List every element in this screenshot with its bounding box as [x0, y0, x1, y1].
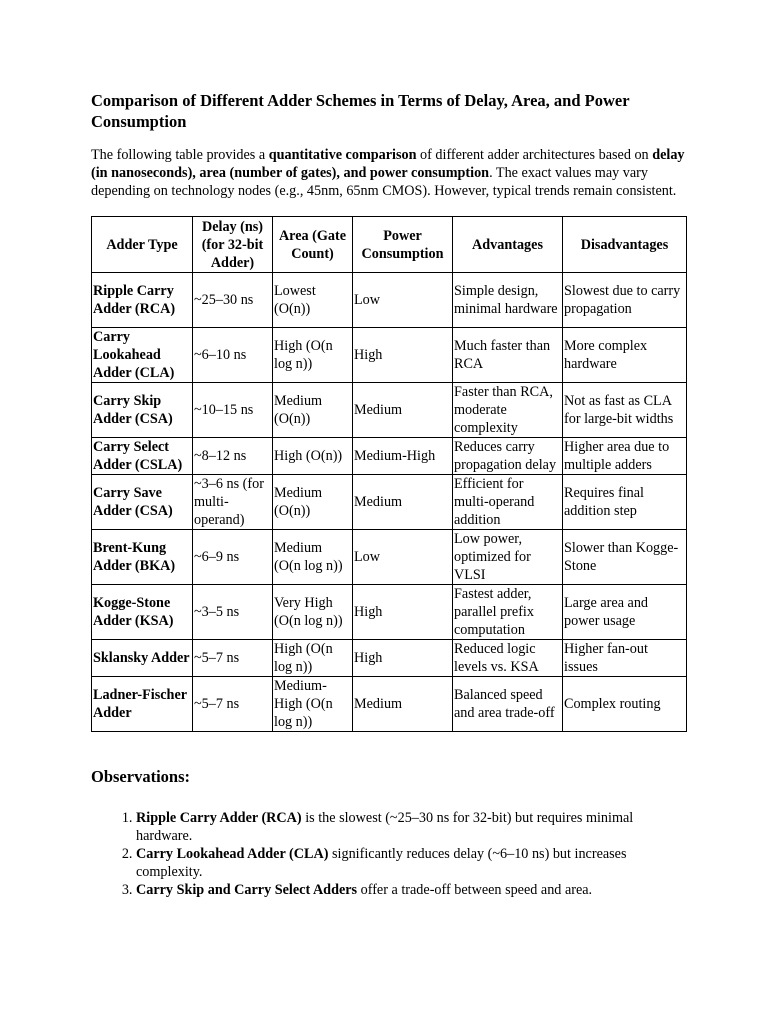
cell-advantages: Efficient for multi-operand addition — [453, 475, 563, 530]
cell-power: High — [353, 328, 453, 383]
cell-adder-type: Brent-Kung Adder (BKA) — [92, 530, 193, 585]
list-item-text: offer a trade-off between speed and area. — [357, 882, 593, 898]
cell-adder-type: Ladner-Fischer Adder — [92, 677, 193, 732]
cell-area: Very High (O(n log n)) — [273, 585, 353, 640]
cell-disadvantages: Large area and power usage — [563, 585, 687, 640]
cell-disadvantages: Requires final addition step — [563, 475, 687, 530]
intro-text-2: of different adder architectures based on — [416, 147, 653, 163]
table-row — [92, 438, 687, 475]
cell-power: Medium — [353, 677, 453, 732]
cell-advantages: Reduces carry propagation delay — [453, 438, 563, 475]
cell-disadvantages: Slower than Kogge-Stone — [563, 530, 687, 585]
cell-power: High — [353, 585, 453, 640]
intro-text-1: The following table provides a — [91, 147, 269, 163]
cell-area: Medium-High (O(n log n)) — [273, 677, 353, 732]
cell-delay: ~5–7 ns — [193, 640, 273, 677]
cell-delay: ~3–5 ns — [193, 585, 273, 640]
cell-advantages: Balanced speed and area trade-off — [453, 677, 563, 732]
table-row — [92, 475, 687, 530]
header-advantages: Advantages — [453, 217, 563, 273]
cell-delay: ~8–12 ns — [193, 438, 273, 475]
cell-adder-type: Ripple Carry Adder (RCA) — [92, 273, 193, 328]
cell-power: High — [353, 640, 453, 677]
page-title: Comparison of Different Adder Schemes in Terms of Delay, Area, and Power Consumption — [91, 91, 630, 131]
table-row — [92, 530, 687, 585]
cell-adder-type: Carry Lookahead Adder (CLA) — [92, 328, 193, 383]
cell-area: Medium (O(n)) — [273, 475, 353, 530]
list-item-bold: Carry Skip and Carry Select Adders — [136, 882, 358, 898]
cell-delay: ~10–15 ns — [193, 383, 273, 438]
cell-power: Medium — [353, 475, 453, 530]
cell-disadvantages: Not as fast as CLA for large-bit widths — [563, 383, 687, 438]
table-header-row — [92, 217, 687, 273]
table-row — [92, 383, 687, 438]
cell-power: Low — [353, 530, 453, 585]
table-row — [92, 640, 687, 677]
cell-advantages: Faster than RCA, moderate complexity — [453, 383, 563, 438]
cell-area: High (O(n)) — [273, 438, 353, 475]
cell-disadvantages: Slowest due to carry propagation — [563, 273, 687, 328]
cell-adder-type: Carry Save Adder (CSA) — [92, 475, 193, 530]
cell-advantages: Much faster than RCA — [453, 328, 563, 383]
cell-adder-type: Kogge-Stone Adder (KSA) — [92, 585, 193, 640]
cell-delay: ~3–6 ns (for multi-operand) — [193, 475, 273, 530]
cell-area: High (O(n log n)) — [273, 328, 353, 383]
cell-disadvantages: More complex hardware — [563, 328, 687, 383]
cell-adder-type: Sklansky Adder — [92, 640, 193, 677]
intro-text-3: . The exact values may vary depending on technology nodes (e.g., 45nm, 65nm CMOS). However, typical trends remain consistent. — [91, 165, 677, 199]
document-page — [91, 90, 686, 899]
list-item-text: is the slowest (~25–30 ns for 32-bit) but requires minimal hardware. — [136, 810, 634, 844]
list-item — [136, 845, 686, 881]
intro-paragraph — [91, 146, 686, 200]
table-row — [92, 328, 687, 383]
observations-heading: Observations: — [91, 767, 190, 786]
table-row — [92, 585, 687, 640]
list-item — [136, 809, 686, 845]
cell-area: Medium (O(n log n)) — [273, 530, 353, 585]
cell-area: Medium (O(n)) — [273, 383, 353, 438]
table-row — [92, 273, 687, 328]
cell-area: Lowest (O(n)) — [273, 273, 353, 328]
cell-delay: ~25–30 ns — [193, 273, 273, 328]
intro-bold-1: quantitative comparison — [268, 147, 417, 163]
cell-disadvantages: Complex routing — [563, 677, 687, 732]
cell-power: Medium — [353, 383, 453, 438]
intro-bold-2: delay (in nanoseconds), area (number of gates), and power consumption — [91, 147, 685, 181]
header-disadvantages: Disadvantages — [563, 217, 687, 273]
cell-power: Medium-High — [353, 438, 453, 475]
list-item-bold: Carry Lookahead Adder (CLA) — [136, 846, 329, 862]
header-power: Power Consumption — [353, 217, 453, 273]
header-adder-type: Adder Type — [92, 217, 193, 273]
cell-power: Low — [353, 273, 453, 328]
cell-advantages: Reduced logic levels vs. KSA — [453, 640, 563, 677]
list-item — [136, 881, 686, 899]
cell-advantages: Simple design, minimal hardware — [453, 273, 563, 328]
cell-advantages: Fastest adder, parallel prefix computation — [453, 585, 563, 640]
cell-disadvantages: Higher fan-out issues — [563, 640, 687, 677]
observations-list — [91, 809, 686, 899]
cell-delay: ~6–9 ns — [193, 530, 273, 585]
cell-delay: ~5–7 ns — [193, 677, 273, 732]
header-area: Area (Gate Count) — [273, 217, 353, 273]
cell-adder-type: Carry Select Adder (CSLA) — [92, 438, 193, 475]
cell-advantages: Low power, optimized for VLSI — [453, 530, 563, 585]
list-item-text: significantly reduces delay (~6–10 ns) but increases complexity. — [136, 846, 627, 880]
list-item-bold: Ripple Carry Adder (RCA) — [136, 810, 302, 826]
header-delay: Delay (ns) (for 32-bit Adder) — [193, 217, 273, 273]
table-row — [92, 677, 687, 732]
cell-adder-type: Carry Skip Adder (CSA) — [92, 383, 193, 438]
cell-disadvantages: Higher area due to multiple adders — [563, 438, 687, 475]
cell-delay: ~6–10 ns — [193, 328, 273, 383]
comparison-table — [91, 216, 687, 732]
cell-area: High (O(n log n)) — [273, 640, 353, 677]
